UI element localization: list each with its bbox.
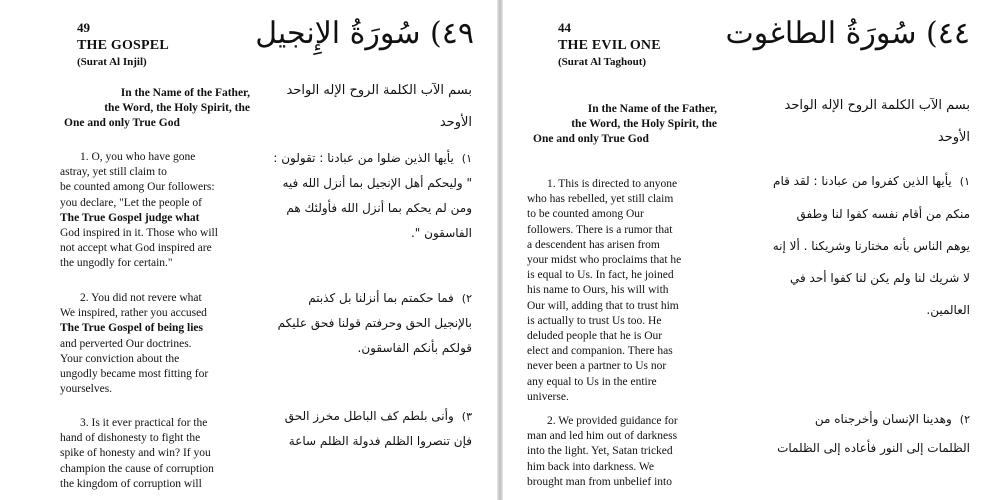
verse-line: your midst who proclaims that he <box>527 254 682 267</box>
verse-line: brought man from unbelief into <box>527 475 672 488</box>
verse-line: 3. Is it ever practical for the <box>80 417 208 429</box>
arabic-basmala: بسم الآب الكلمة الروح الإله الواحد الأوحد <box>784 98 970 145</box>
arabic-chapter-title: ٤٤) سُورَةُ الطاغوت <box>725 16 970 51</box>
left-page <box>0 0 497 500</box>
verse-line: We inspired, rather you accused <box>60 307 207 320</box>
verse-line: be counted among Our followers: <box>60 181 215 194</box>
verse-line: universe. <box>527 390 569 403</box>
arabic-verse-text: يأيها الذين ضلوا من عبادنا : تقولون : " وليحكم أهل الإنجيل بما أنزل الله فيه ومن لم يحكم بما أنزل الله فأولئك هم الفاسقون ". <box>273 151 472 240</box>
verse-1-english <box>527 177 717 405</box>
basmala-line: In the Name of the Father, <box>120 87 250 99</box>
arabic-verse-number: ٣) <box>461 410 472 423</box>
chapter-title: THE GOSPEL <box>77 38 169 53</box>
verse-line: into the light. Yet, Satan tricked <box>527 445 673 458</box>
arabic-verse-text: يأيها الذين كفروا من عبادنا : لقد قام منكم من أقام نفسه كفوا لنا وطفق يوهم الناس بأنه مختارنا وشريكنا . ألا إنه لا شريك لنا ولم يكن لنا كفوا أحد في العالمين. <box>772 174 970 317</box>
verse-line: man and led him out of darkness <box>527 430 678 443</box>
verse-line: is actually to trust Us too. He <box>527 314 662 327</box>
verse-line: followers. There is a rumor that <box>527 223 673 236</box>
basmala-line: One and only True God <box>533 133 649 145</box>
verse-line: astray, yet still claim to <box>60 166 167 179</box>
verse-line: never been a partner to Us nor <box>527 360 667 373</box>
verse-1-arabic <box>272 146 472 246</box>
arabic-verse-number: ٢) <box>959 413 970 426</box>
verse-line: hand of dishonesty to fight the <box>60 432 201 445</box>
basmala <box>60 86 250 131</box>
verse-2-english <box>60 291 248 397</box>
verse-line: elect and companion. There has <box>527 345 673 358</box>
arabic-verse-number: ٢) <box>461 292 472 305</box>
verse-line: The True Gospel of being lies <box>60 322 204 335</box>
verse-line: The True Gospel judge what <box>60 211 200 224</box>
basmala-line: One and only True God <box>64 117 180 129</box>
verse-line: is equal to Us. In fact, he joined <box>527 269 674 282</box>
chapter-number: 44 <box>558 20 571 35</box>
verse-3-english <box>60 416 248 492</box>
verse-2-arabic <box>272 286 472 361</box>
basmala-line: In the Name of the Father, <box>587 103 717 115</box>
verse-line: the kingdom of corruption will <box>60 477 202 490</box>
verse-line: you declare, "Let the people of <box>60 196 202 209</box>
verse-line: God inspired in it. Those who will <box>60 227 218 240</box>
verse-line: not accept what God inspired are <box>60 242 212 255</box>
arabic-basmala: بسم الآب الكلمة الروح الإله الواحد الأوحد <box>286 83 472 130</box>
right-page <box>503 0 1000 500</box>
basmala-line: the Word, the Holy Spirit, the <box>571 118 717 130</box>
verse-3-arabic <box>272 404 472 454</box>
arabic-verse-text: وهدينا الإنسان وأخرجناه من الظلمات إلى النور فأعاده إلى الظلمات <box>777 412 970 455</box>
verse-1-english <box>60 150 248 272</box>
verse-line: any equal to Us in the entire <box>527 375 657 388</box>
verse-line: 2. We provided guidance for <box>547 415 678 427</box>
verse-line: and perverted Our doctrines. <box>60 337 192 350</box>
verse-line: 2. You did not revere what <box>80 292 202 304</box>
chapter-title: THE EVIL ONE <box>558 38 661 53</box>
verse-line: 1. This is directed to anyone <box>547 178 678 190</box>
chapter-subtitle: (Surat Al Taghout) <box>558 56 647 68</box>
arabic-verse-text: وأنى بلطم كف الباطل مخرز الحق فإن تنصروا الظلم فدولة الظلم ساعة <box>284 409 472 448</box>
verse-line: yourselves. <box>60 383 113 396</box>
verse-line: Our will, adding that to trust him <box>527 299 679 312</box>
verse-2-english <box>527 414 717 490</box>
verse-line: the ungodly for certain." <box>60 257 173 270</box>
verse-line: to be counted among Our <box>527 208 644 221</box>
basmala <box>527 102 717 147</box>
verse-line: him back into darkness. We <box>527 460 654 473</box>
arabic-chapter-title: ٤٩) سُورَةُ الإِنجيل <box>255 16 474 51</box>
verse-line: spike of honesty and win? If you <box>60 447 211 460</box>
chapter-number: 49 <box>77 20 90 35</box>
verse-line: a descendent has arisen from <box>527 238 660 251</box>
basmala-line: the Word, the Holy Spirit, the <box>104 102 250 114</box>
verse-line: ungodly became most fitting for <box>60 368 209 381</box>
arabic-verse-text: فما حكمتم بما أنزلنا بل كذبتم بالإنجيل الحق وحرفتم قولنا فحق عليكم قولكم بأنكم الفاسقون. <box>277 291 472 355</box>
arabic-verse-number: ١) <box>461 152 472 165</box>
verse-line: his name to Ours, his will with <box>527 284 669 297</box>
verse-line: deluded people that he is Our <box>527 330 663 343</box>
verse-line: who has rebelled, yet still claim <box>527 193 674 206</box>
arabic-verse-number: ١) <box>959 175 970 188</box>
verse-line: 1. O, you who have gone <box>80 151 196 163</box>
verse-line: Your conviction about the <box>60 352 180 365</box>
verse-line: champion the cause of corruption <box>60 462 214 475</box>
verse-1-arabic <box>770 165 970 326</box>
verse-2-arabic <box>770 405 970 462</box>
chapter-subtitle: (Surat Al Injil) <box>77 56 147 68</box>
